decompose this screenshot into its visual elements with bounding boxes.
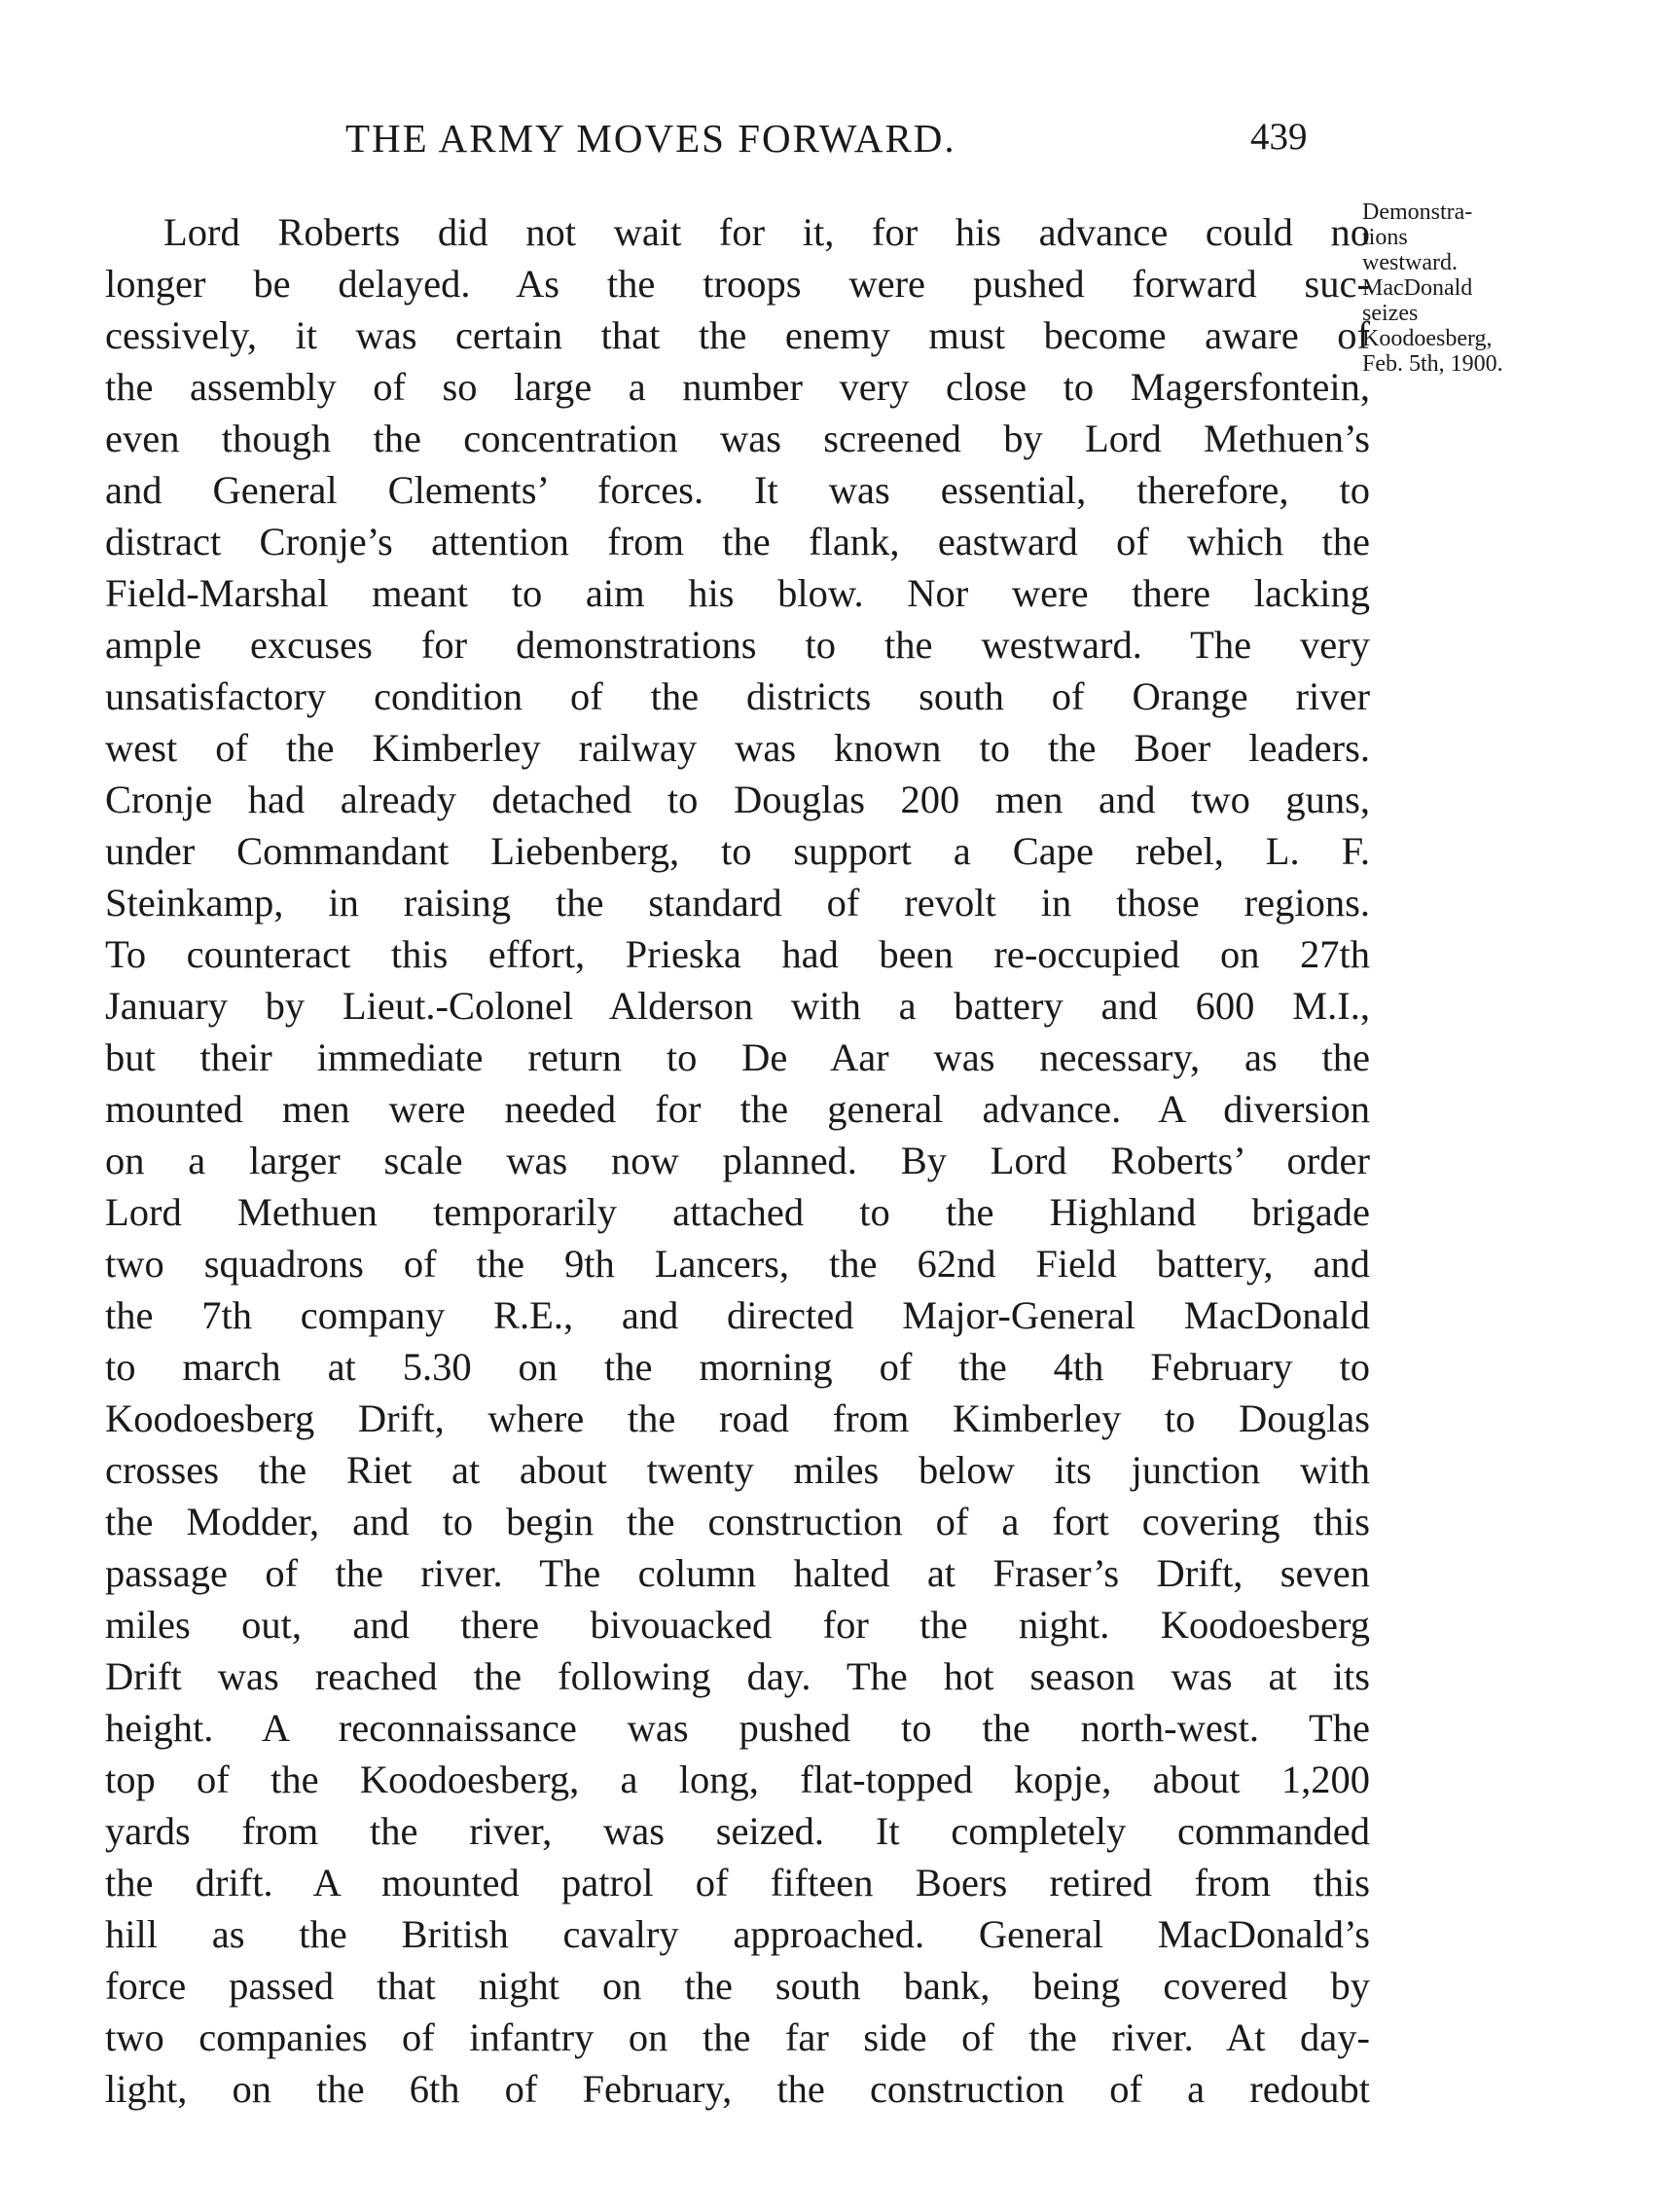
text-line: Cronje had already detached to Douglas 200 men and two guns, [105,778,1370,821]
text-line: passage of the river. The column halted at Fraser’s Drift, seven [105,1551,1370,1595]
text-line: the 7th company R.E., and directed Major-General MacDonald [105,1293,1370,1337]
text-line: hill as the British cavalry approached. General MacDonald’s [105,1912,1370,1956]
text-line: ample excuses for demonstrations to the westward. The very [105,623,1370,667]
text-line: Steinkamp, in raising the standard of revolt in those regions. [105,881,1370,925]
text-line: two companies of infantry on the far side of the river. At day- [105,2015,1370,2059]
text-line: Koodoesberg Drift, where the road from Kimberley to Douglas [105,1396,1370,1440]
margin-note-line: seizes [1362,301,1419,326]
text-line: two squadrons of the 9th Lancers, the 62nd Field battery, and [105,1242,1370,1286]
text-line: longer be delayed. As the troops were pushed forward suc- [105,262,1370,306]
text-line: and General Clements’ forces. It was essential, therefore, to [105,468,1370,512]
body-paragraph [105,206,1370,2115]
text-line: the Modder, and to begin the construction of a fort covering this [105,1500,1370,1543]
text-line: force passed that night on the south bank, being covered by [105,1964,1370,2008]
margin-note-line: westward. [1362,250,1458,275]
text-line: distract Cronje’s attention from the flank, eastward of which the [105,520,1370,563]
text-line: crosses the Riet at about twenty miles below its junction with [105,1448,1370,1492]
text-line: even though the concentration was screened by Lord Methuen’s [105,417,1370,460]
text-line: west of the Kimberley railway was known to the Boer leaders. [105,726,1370,770]
margin-note-line: MacDonald [1362,275,1473,301]
page-number: 439 [1250,116,1308,158]
text-line: January by Lieut.-Colonel Alderson with a battery and 600 M.I., [105,984,1370,1028]
running-title: THE ARMY MOVES FORWARD. [345,116,956,161]
text-line: to march at 5.30 on the morning of the 4th February to [105,1345,1370,1389]
margin-note-line: Feb. 5th, 1900. [1362,351,1503,377]
text-line: Lord Methuen temporarily attached to the Highland brigade [105,1190,1370,1234]
margin-note-line: Koodoesberg, [1362,326,1493,351]
text-line: light, on the 6th of February, the construction of a redoubt [105,2067,1370,2111]
text-line: but their immediate return to De Aar was necessary, as the [105,1035,1370,1079]
margin-note [1362,199,1654,377]
text-line: unsatisfactory condition of the districts south of Orange river [105,674,1370,718]
text-line: under Commandant Liebenberg, to support a Cape rebel, L. F. [105,829,1370,873]
text-line: mounted men were needed for the general advance. A diversion [105,1087,1370,1131]
text-line: the assembly of so large a number very close to Magersfontein, [105,365,1370,409]
text-line: To counteract this effort, Prieska had been re-occupied on 27th [105,932,1370,976]
text-line: Field-Marshal meant to aim his blow. Nor were there lacking [105,571,1370,615]
margin-note-line: tions [1362,225,1408,250]
text-line: height. A reconnaissance was pushed to the north-west. The [105,1706,1370,1750]
margin-note-line: Demonstra- [1362,199,1473,225]
text-line: Lord Roberts did not wait for it, for his advance could no [163,210,1370,254]
text-line: yards from the river, was seized. It completely commanded [105,1809,1370,1853]
text-line: cessively, it was certain that the enemy must become aware of [105,313,1370,357]
text-line: on a larger scale was now planned. By Lord Roberts’ order [105,1139,1370,1182]
text-line: top of the Koodoesberg, a long, flat-topped kopje, about 1,200 [105,1758,1370,1801]
text-line: miles out, and there bivouacked for the night. Koodoesberg [105,1603,1370,1647]
text-line: the drift. A mounted patrol of fifteen Boers retired from this [105,1861,1370,1904]
text-line: Drift was reached the following day. The hot season was at its [105,1654,1370,1698]
